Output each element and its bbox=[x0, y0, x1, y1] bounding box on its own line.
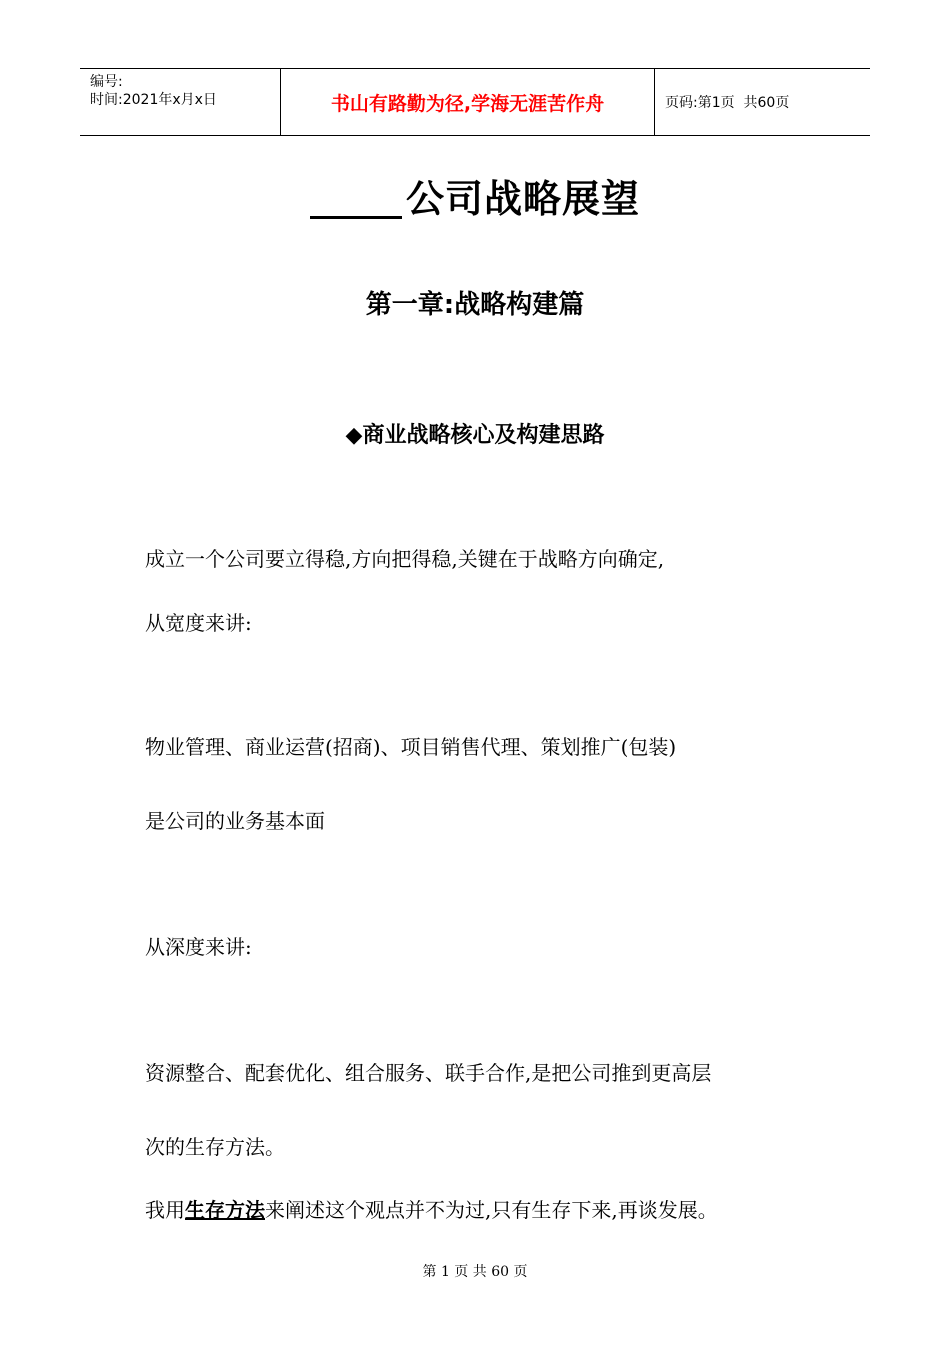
motto-text: 书山有路勤为径,学海无涯苦作舟 bbox=[330, 92, 605, 115]
header-motto-cell bbox=[281, 69, 655, 135]
paragraph-7: 次的生存方法。 bbox=[145, 1135, 285, 1159]
header-page-cell bbox=[655, 69, 870, 135]
paragraph-6: 资源整合、配套优化、组合服务、联手合作,是把公司推到更高层 bbox=[145, 1061, 712, 1085]
page-info-text: 页码:第1页 共60页 bbox=[665, 95, 790, 111]
page-footer: 第 1 页 共 60 页 bbox=[422, 1264, 528, 1280]
paragraph-8-after: 来阐述这个观点并不为过,只有生存下来,再谈发展。 bbox=[265, 1198, 718, 1222]
paragraph-8-before: 我用 bbox=[145, 1198, 185, 1222]
paragraph-1: 成立一个公司要立得稳,方向把得稳,关键在于战略方向确定, bbox=[145, 547, 665, 571]
section-title: ◆商业战略核心及构建思路 bbox=[345, 423, 605, 448]
header-meta-cell bbox=[80, 69, 281, 135]
title-blank-line bbox=[310, 176, 402, 219]
time-label: 时间:2021年x月x日 bbox=[90, 92, 217, 108]
chapter-title: 第一章:战略构建篇 bbox=[365, 290, 585, 320]
paragraph-8 bbox=[145, 1197, 718, 1223]
number-label: 编号: bbox=[90, 74, 123, 90]
document-header bbox=[80, 68, 870, 136]
emphasis-survival-method: 生存方法 bbox=[185, 1198, 265, 1222]
document-title bbox=[0, 168, 950, 223]
document-title-text: 公司战略展望 bbox=[405, 177, 640, 221]
paragraph-4: 是公司的业务基本面 bbox=[145, 809, 325, 833]
paragraph-2: 从宽度来讲: bbox=[145, 611, 252, 635]
paragraph-5: 从深度来讲: bbox=[145, 935, 252, 959]
paragraph-3: 物业管理、商业运营(招商)、项目销售代理、策划推广(包装) bbox=[145, 735, 677, 759]
